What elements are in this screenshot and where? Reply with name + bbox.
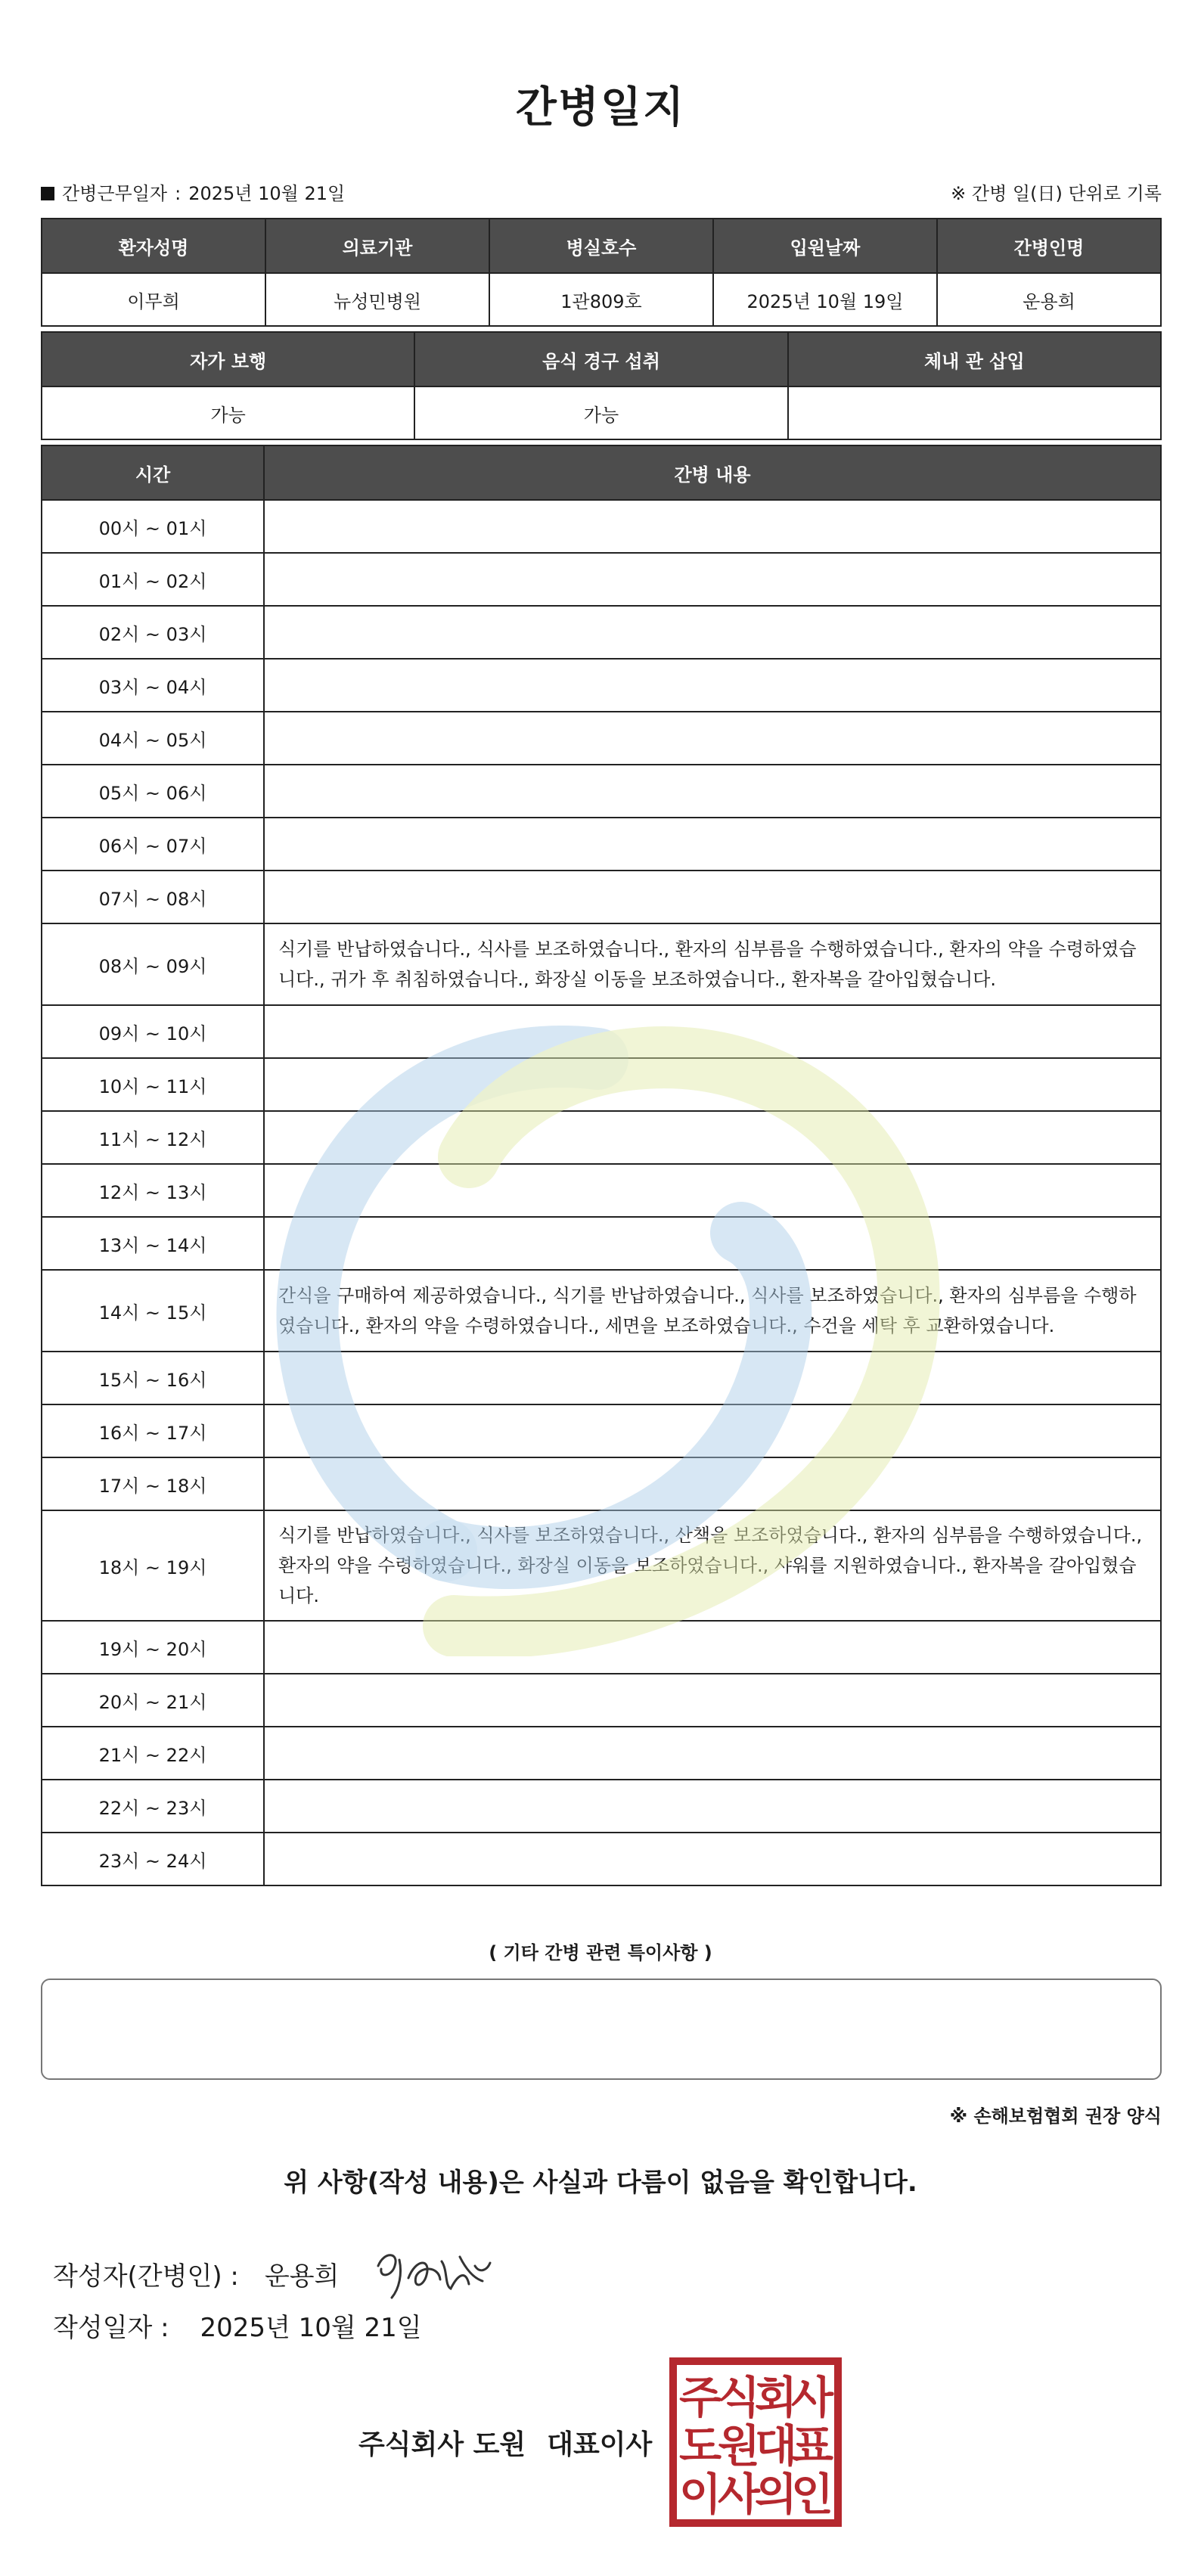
header-room: 병실호수	[489, 219, 713, 273]
table-row	[42, 1005, 1161, 1058]
care-content	[264, 1164, 1161, 1217]
care-content	[264, 765, 1161, 818]
care-content	[264, 606, 1161, 659]
recommendation-note: ※ 손해보험협회 권장 양식	[949, 2106, 1162, 2127]
patient-condition-table	[41, 331, 1162, 440]
table-row	[42, 606, 1161, 659]
care-content	[264, 1833, 1161, 1885]
table-row	[42, 1621, 1161, 1674]
time-slot: 01시 ~ 02시	[42, 553, 264, 606]
confirmation-statement: 위 사항(작성 내용)은 사실과 다름이 없음을 확인합니다.	[284, 2168, 917, 2198]
company-name: 주식회사 도원	[358, 2429, 526, 2460]
svg-text:식: 식	[717, 2372, 761, 2423]
work-date-separator: :	[175, 182, 182, 204]
table-row	[42, 1833, 1161, 1885]
company-line	[358, 2423, 673, 2462]
table-row	[42, 500, 1161, 553]
condition-header-row	[42, 332, 1161, 386]
care-content	[264, 1005, 1161, 1058]
time-slot: 06시 ~ 07시	[42, 818, 264, 871]
time-slot: 18시 ~ 19시	[42, 1510, 264, 1621]
header-caregiver-name: 간병인명	[937, 219, 1161, 273]
table-row	[42, 712, 1161, 765]
table-row	[42, 1270, 1161, 1352]
record-unit-note: ※ 간병 일(日) 단위로 기록	[951, 182, 1162, 204]
signature-image	[369, 2243, 498, 2304]
care-log-table	[41, 445, 1162, 1886]
patient-info-header-row	[42, 219, 1161, 273]
time-slot: 21시 ~ 22시	[42, 1727, 264, 1780]
write-date-value: 2025년 10월 21일	[200, 2313, 422, 2343]
hospital-name: 뉴성민병원	[265, 273, 489, 326]
table-row	[42, 923, 1161, 1005]
time-slot: 13시 ~ 14시	[42, 1217, 264, 1270]
caregiver-name: 운용희	[937, 273, 1161, 326]
work-date-value: 2025년 10월 21일	[188, 182, 346, 204]
write-date-label: 작성일자 :	[53, 2313, 169, 2343]
svg-text:주: 주	[678, 2372, 722, 2423]
condition-value-row	[42, 386, 1161, 439]
table-row	[42, 1217, 1161, 1270]
time-slot: 15시 ~ 16시	[42, 1352, 264, 1404]
svg-text:인: 인	[790, 2469, 834, 2520]
care-content	[264, 1457, 1161, 1510]
care-content	[264, 712, 1161, 765]
time-slot: 04시 ~ 05시	[42, 712, 264, 765]
time-slot: 23시 ~ 24시	[42, 1833, 264, 1885]
table-row	[42, 1404, 1161, 1457]
table-row	[42, 765, 1161, 818]
work-date-label: 간병근무일자	[62, 182, 168, 204]
work-date-line	[41, 178, 352, 205]
care-content	[264, 1727, 1161, 1780]
care-content	[264, 1058, 1161, 1111]
table-row	[42, 818, 1161, 871]
care-content: 식기를 반납하였습니다., 식사를 보조하였습니다., 산책을 보조하였습니다., 환자의 심부름을 수행하였습니다., 환자의 약을 수령하였습니다., 화장실 이동을 보조하였습니다., 샤워를 지원하였습니다., 환자복을 갈아입혔습니다.	[264, 1510, 1161, 1621]
svg-text:이: 이	[678, 2469, 722, 2520]
svg-text:도: 도	[678, 2420, 722, 2472]
header-admission-date: 입원날짜	[713, 219, 937, 273]
table-row	[42, 659, 1161, 712]
care-content	[264, 553, 1161, 606]
care-content	[264, 871, 1161, 923]
care-content	[264, 1621, 1161, 1674]
writer-line	[53, 2243, 498, 2304]
time-slot: 19시 ~ 20시	[42, 1621, 264, 1674]
time-slot: 03시 ~ 04시	[42, 659, 264, 712]
table-row	[42, 1058, 1161, 1111]
time-slot: 20시 ~ 21시	[42, 1674, 264, 1727]
header-oral-intake: 음식 경구 섭취	[414, 332, 787, 386]
special-notes-box	[41, 1979, 1162, 2080]
svg-text:대: 대	[754, 2420, 798, 2472]
table-row	[42, 1352, 1161, 1404]
write-date-line	[53, 2307, 422, 2344]
care-content	[264, 1217, 1161, 1270]
table-row	[42, 1111, 1161, 1164]
table-row	[42, 1780, 1161, 1833]
care-content	[264, 818, 1161, 871]
table-row	[42, 1727, 1161, 1780]
time-slot: 10시 ~ 11시	[42, 1058, 264, 1111]
header-patient-name: 환자성명	[42, 219, 265, 273]
table-row	[42, 553, 1161, 606]
company-title: 대표이사	[547, 2429, 653, 2460]
admission-date: 2025년 10월 19일	[713, 273, 937, 326]
time-slot: 16시 ~ 17시	[42, 1404, 264, 1457]
svg-text:사: 사	[717, 2469, 761, 2520]
time-slot: 11시 ~ 12시	[42, 1111, 264, 1164]
care-content	[264, 1780, 1161, 1833]
square-bullet-icon	[41, 187, 54, 200]
care-content	[264, 1352, 1161, 1404]
header-care-content: 간병 내용	[264, 445, 1161, 500]
header-self-walking: 자가 보행	[42, 332, 414, 386]
svg-text:사: 사	[790, 2372, 834, 2423]
patient-info-table	[41, 218, 1162, 327]
care-log-header-row	[42, 445, 1161, 500]
header-time: 시간	[42, 445, 264, 500]
time-slot: 22시 ~ 23시	[42, 1780, 264, 1833]
patient-info-value-row	[42, 273, 1161, 326]
care-content	[264, 1404, 1161, 1457]
header-tube-insertion: 체내 관 삽입	[788, 332, 1161, 386]
svg-text:의: 의	[754, 2469, 798, 2520]
svg-text:회: 회	[754, 2372, 798, 2423]
time-slot: 08시 ~ 09시	[42, 923, 264, 1005]
care-content	[264, 500, 1161, 553]
time-slot: 14시 ~ 15시	[42, 1270, 264, 1352]
self-walking-value: 가능	[42, 386, 414, 439]
time-slot: 09시 ~ 10시	[42, 1005, 264, 1058]
time-slot: 17시 ~ 18시	[42, 1457, 264, 1510]
svg-text:원: 원	[717, 2420, 761, 2472]
company-seal-stamp	[669, 2357, 843, 2528]
care-content	[264, 659, 1161, 712]
patient-name: 이무희	[42, 273, 265, 326]
time-slot: 00시 ~ 01시	[42, 500, 264, 553]
table-row	[42, 871, 1161, 923]
oral-intake-value: 가능	[414, 386, 787, 439]
svg-text:표: 표	[790, 2420, 834, 2472]
care-content	[264, 1674, 1161, 1727]
table-row	[42, 1164, 1161, 1217]
time-slot: 02시 ~ 03시	[42, 606, 264, 659]
table-row	[42, 1674, 1161, 1727]
table-row	[42, 1457, 1161, 1510]
meta-row	[41, 178, 1162, 204]
time-slot: 07시 ~ 08시	[42, 871, 264, 923]
page-title: 간병일지	[515, 83, 686, 132]
writer-label: 작성자(간병인) :	[53, 2261, 239, 2292]
notes-label: ( 기타 간병 관련 특이사항 )	[489, 1942, 712, 1963]
writer-name: 운용희	[264, 2261, 340, 2292]
room-number: 1관809호	[489, 273, 713, 326]
table-row	[42, 1510, 1161, 1621]
care-content	[264, 1111, 1161, 1164]
time-slot: 12시 ~ 13시	[42, 1164, 264, 1217]
time-slot: 05시 ~ 06시	[42, 765, 264, 818]
tube-insertion-value	[788, 386, 1161, 439]
care-content: 간식을 구매하여 제공하였습니다., 식기를 반납하였습니다., 식사를 보조하였습니다., 환자의 심부름을 수행하였습니다., 환자의 약을 수령하였습니다., 세면을 보조하였습니다., 수건을 세탁 후 교환하였습니다.	[264, 1270, 1161, 1352]
header-hospital: 의료기관	[265, 219, 489, 273]
care-content: 식기를 반납하였습니다., 식사를 보조하였습니다., 환자의 심부름을 수행하였습니다., 환자의 약을 수령하였습니다., 귀가 후 취침하였습니다., 화장실 이동을 보조하였습니다., 환자복을 갈아입혔습니다.	[264, 923, 1161, 1005]
